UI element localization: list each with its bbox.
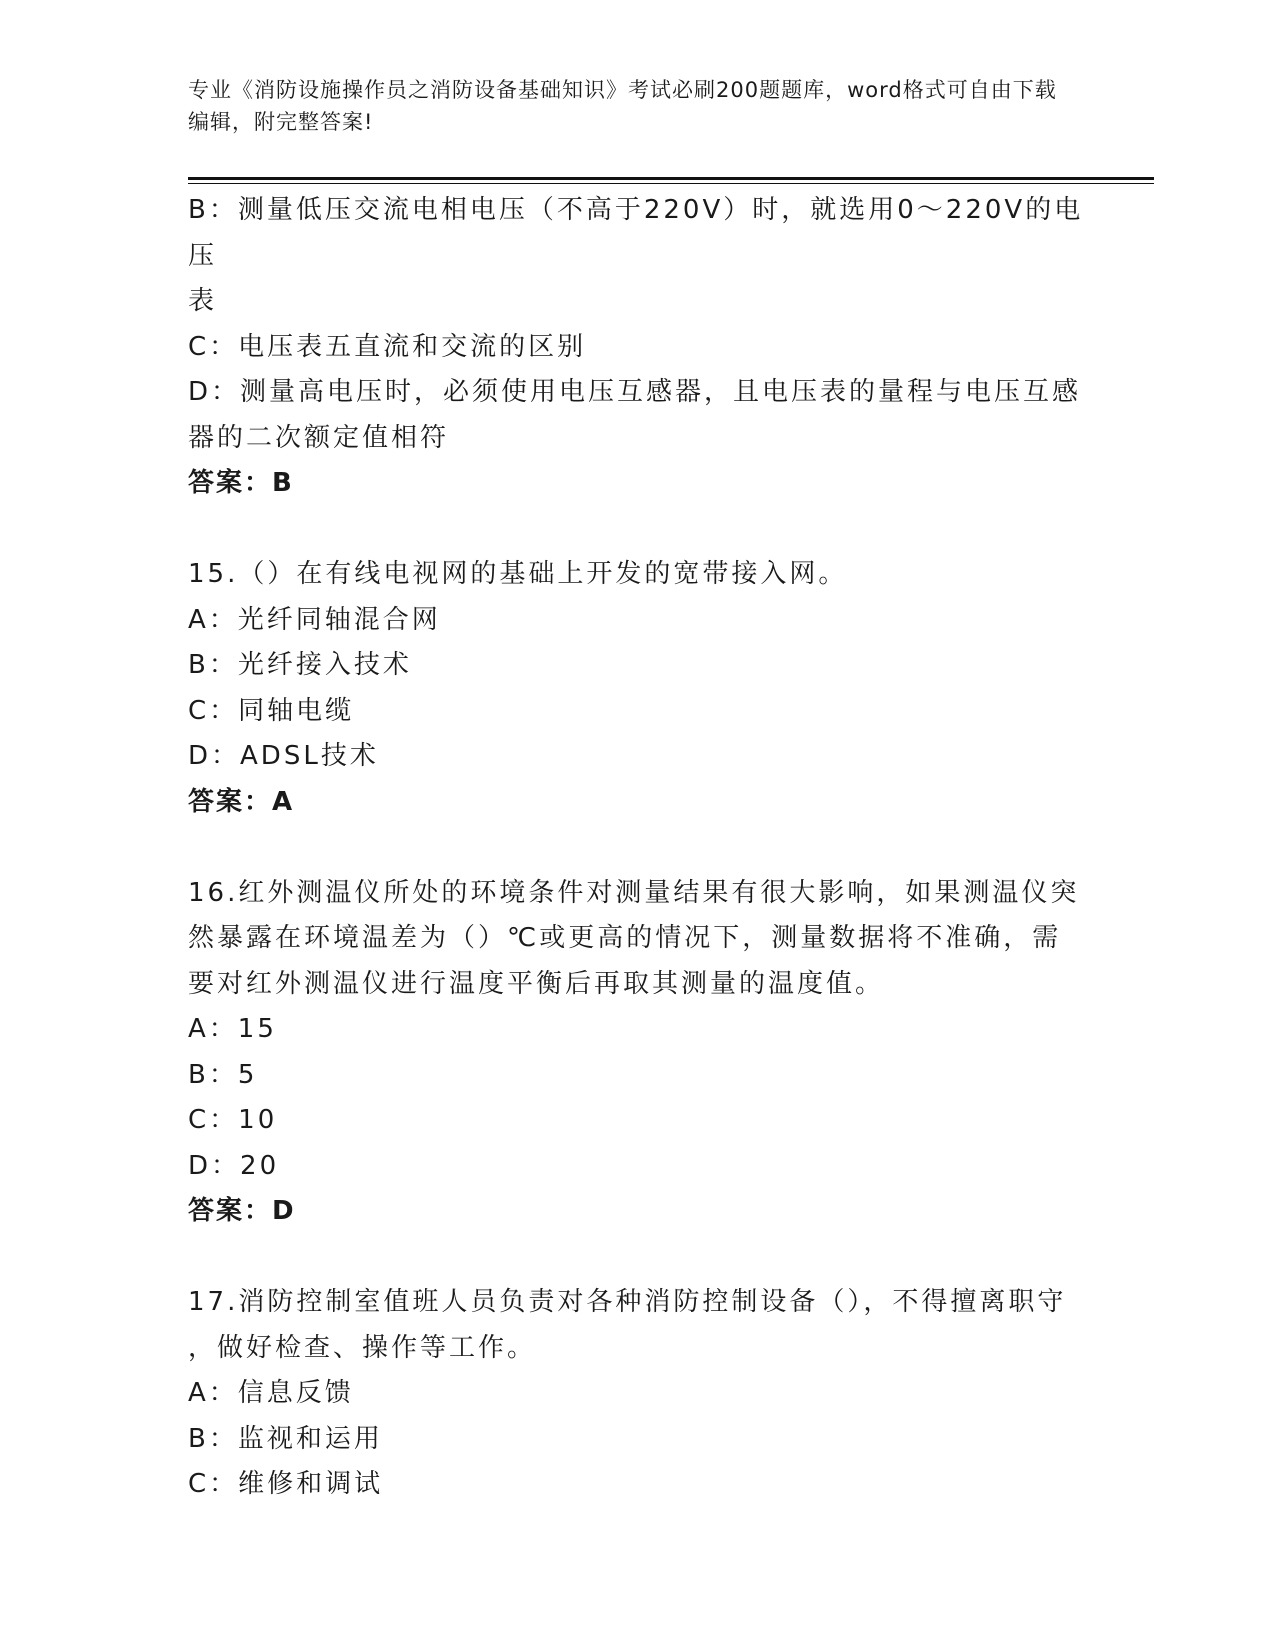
spacer <box>188 507 1088 553</box>
q16-option-d: D：20 <box>188 1150 280 1181</box>
q16-stem-line2: 然暴露在环境温差为（）℃或更高的情况下，测量数据将不准确，需 <box>188 923 1062 953</box>
q15-option-d: D：ADSL技术 <box>188 741 379 771</box>
q16-stem-line1: 16.红外测温仪所处的环境条件对测量结果有很大影响，如果测温仪突 <box>188 877 1080 908</box>
q14-option-c: C：电压表五直流和交流的区别 <box>188 331 587 362</box>
q16-option-b: B：5 <box>188 1059 258 1090</box>
q16-stem-line3: 要对红外测温仪进行温度平衡后再取其测量的温度值。 <box>188 968 885 999</box>
q15-option-a: A：光纤同轴混合网 <box>188 604 441 635</box>
q15-option-b: B：光纤接入技术 <box>188 650 412 680</box>
q16-option-a: A：15 <box>188 1014 277 1044</box>
spacer <box>188 825 1088 871</box>
q17-stem-line1: 17.消防控制室值班人员负责对各种消防控制设备（），不得擅离职守 <box>188 1287 1067 1317</box>
q14-option-b-line1: B：测量低压交流电相电压（不高于220V）时，就选用0～220V的电压 <box>188 195 1084 271</box>
document-header: 专业《消防设施操作员之消防设备基础知识》考试必刷200题题库，word格式可自由下载编辑，附完整答案! <box>188 78 1057 134</box>
q17-option-a: A：信息反馈 <box>188 1378 354 1408</box>
q15-stem: 15.（）在有线电视网的基础上开发的宽带接入网。 <box>188 559 848 589</box>
q14-answer: 答案：B <box>188 468 294 498</box>
q15-answer: 答案：A <box>188 786 295 817</box>
q16-option-c: C：10 <box>188 1105 278 1135</box>
q17-stem-line2: ，做好检查、操作等工作。 <box>188 1332 537 1363</box>
q15-option-c: C：同轴电缆 <box>188 695 355 726</box>
question-content <box>188 188 1088 1508</box>
header-divider-thin <box>188 183 1154 184</box>
q17-option-b: B：监视和运用 <box>188 1423 383 1454</box>
q17-option-c: C：维修和调试 <box>188 1469 384 1499</box>
q14-option-d-line2: 器的二次额定值相符 <box>188 422 450 453</box>
header-divider-thick <box>188 177 1154 180</box>
q14-option-d-line1: D：测量高电压时，必须使用电压互感器，且电压表的量程与电压互感 <box>188 377 1082 407</box>
q14-option-b-line2: 表 <box>188 286 218 316</box>
spacer <box>188 1235 1088 1281</box>
q16-answer: 答案：D <box>188 1196 296 1226</box>
